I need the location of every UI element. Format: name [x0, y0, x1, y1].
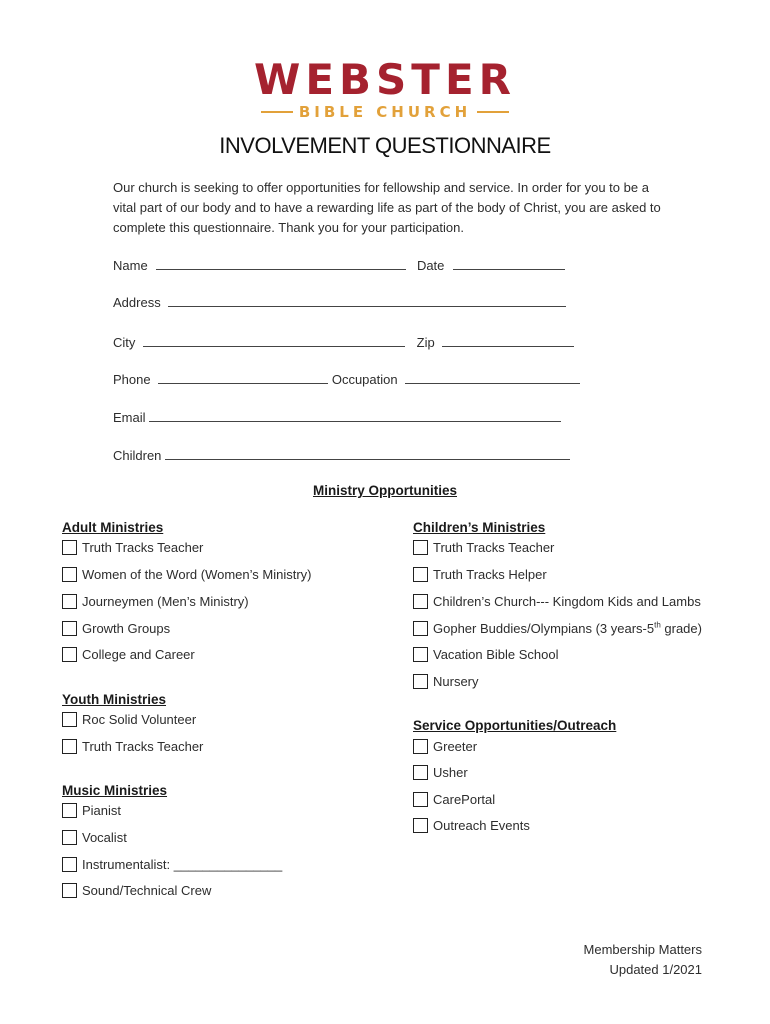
- option-label: Journeymen (Men’s Ministry): [82, 593, 249, 609]
- footer-line-2: Updated 1/2021: [609, 962, 702, 977]
- service-option-careportal[interactable]: [413, 789, 495, 809]
- logo-rule-left: [261, 111, 293, 113]
- childrens-option-vacation-bible-school[interactable]: [413, 644, 559, 664]
- checkbox[interactable]: [62, 594, 77, 609]
- childrens-option-childrens-church[interactable]: [413, 591, 701, 611]
- youth-ministries-heading: Youth Ministries: [62, 692, 167, 707]
- children-row: [113, 447, 570, 463]
- name-field[interactable]: [156, 257, 406, 270]
- email-field[interactable]: [149, 409, 561, 422]
- address-row: [113, 294, 566, 310]
- childrens-ministries-heading: Children’s Ministries: [413, 520, 546, 535]
- option-label: Truth Tracks Helper: [433, 566, 547, 582]
- option-label-tail: grade): [660, 620, 702, 636]
- option-label: Children’s Church--- Kingdom Kids and Lambs: [433, 593, 701, 609]
- church-logo: [0, 55, 770, 121]
- checkbox[interactable]: [62, 567, 77, 582]
- option-label: Nursery: [433, 673, 479, 689]
- option-label: Sound/Technical Crew: [82, 882, 212, 898]
- logo-main-text: WEBSTER: [254, 55, 516, 104]
- city-zip-row: [113, 334, 574, 350]
- checkbox[interactable]: [62, 830, 77, 845]
- checkbox[interactable]: [413, 540, 428, 555]
- superscript-th: th: [654, 620, 661, 630]
- option-label: Women of the Word (Women’s Ministry): [82, 566, 312, 582]
- city-label: City: [113, 335, 136, 350]
- logo-sub-row: [0, 103, 770, 121]
- page-title: INVOLVEMENT QUESTIONNAIRE: [219, 133, 551, 158]
- service-option-greeter[interactable]: [413, 736, 477, 756]
- service-opportunities-heading: Service Opportunities/Outreach: [413, 718, 617, 733]
- address-field[interactable]: [168, 294, 566, 307]
- option-label: Pianist: [82, 802, 122, 818]
- city-field[interactable]: [143, 334, 405, 347]
- option-label: College and Career: [82, 646, 195, 662]
- checkbox[interactable]: [413, 567, 428, 582]
- option-label-main: Gopher Buddies/Olympians (3 years-5: [433, 620, 655, 636]
- checkbox[interactable]: [413, 594, 428, 609]
- date-field[interactable]: [453, 257, 565, 270]
- music-option-instrumentalist[interactable]: [62, 854, 282, 874]
- date-label: Date: [416, 258, 445, 273]
- logo-sub-text: BIBLE CHURCH: [298, 103, 472, 121]
- adult-option-women-of-the-word[interactable]: [62, 564, 312, 584]
- option-label: Vocalist: [82, 829, 127, 845]
- music-option-sound-technical-crew[interactable]: [62, 880, 211, 900]
- option-label: CarePortal: [433, 791, 496, 807]
- childrens-option-gopher-buddies[interactable]: [413, 618, 702, 638]
- address-label: Address: [113, 295, 161, 310]
- checkbox[interactable]: [62, 739, 77, 754]
- occupation-field[interactable]: [405, 371, 580, 384]
- intro-paragraph: Our church is seeking to offer opportunities for fellowship and service. In order for you to be a vital part of our body and to have a rewarding life as part of the body of Christ, you are asked to complete this questionnaire. Thank you for your participation.: [113, 180, 661, 235]
- zip-label: Zip: [416, 335, 435, 350]
- checkbox[interactable]: [62, 621, 77, 636]
- children-field[interactable]: [165, 447, 570, 460]
- adult-ministries-heading: Adult Ministries: [62, 520, 164, 535]
- checkbox[interactable]: [413, 739, 428, 754]
- childrens-option-nursery[interactable]: [413, 671, 479, 691]
- checkbox[interactable]: [413, 647, 428, 662]
- checkbox[interactable]: [62, 883, 77, 898]
- checkbox[interactable]: [62, 647, 77, 662]
- name-label: Name: [113, 258, 148, 273]
- checkbox[interactable]: [413, 674, 428, 689]
- service-option-outreach-events[interactable]: [413, 815, 530, 835]
- checkbox[interactable]: [413, 765, 428, 780]
- checkbox[interactable]: [62, 712, 77, 727]
- ministry-opportunities-heading: Ministry Opportunities: [312, 483, 457, 498]
- option-label: [433, 621, 702, 636]
- music-option-vocalist[interactable]: [62, 827, 127, 847]
- zip-field[interactable]: [442, 334, 574, 347]
- adult-option-journeymen[interactable]: [62, 591, 249, 611]
- option-label: Instrumentalist: _______________: [82, 856, 283, 872]
- option-label: Truth Tracks Teacher: [82, 539, 204, 555]
- option-label: Growth Groups: [82, 620, 171, 636]
- option-label: Roc Solid Volunteer: [82, 711, 197, 727]
- phone-label: Phone: [113, 372, 151, 387]
- logo-rule-right: [477, 111, 509, 113]
- adult-option-college-and-career[interactable]: [62, 644, 195, 664]
- childrens-option-truth-tracks-teacher[interactable]: [413, 537, 554, 557]
- footer: [584, 940, 702, 980]
- option-label: Truth Tracks Teacher: [433, 539, 555, 555]
- name-date-row: [113, 257, 565, 273]
- checkbox[interactable]: [62, 540, 77, 555]
- occupation-label: Occupation: [331, 372, 398, 387]
- checkbox[interactable]: [62, 803, 77, 818]
- phone-occupation-row: [113, 371, 580, 387]
- phone-field[interactable]: [158, 371, 328, 384]
- youth-option-roc-solid-volunteer[interactable]: [62, 709, 196, 729]
- adult-option-truth-tracks-teacher[interactable]: [62, 537, 203, 557]
- adult-option-growth-groups[interactable]: [62, 618, 170, 638]
- checkbox[interactable]: [413, 621, 428, 636]
- service-option-usher[interactable]: [413, 762, 468, 782]
- email-label: Email: [113, 410, 146, 425]
- email-row: [113, 409, 561, 425]
- option-label: Greeter: [433, 738, 478, 754]
- checkbox[interactable]: [413, 818, 428, 833]
- checkbox[interactable]: [413, 792, 428, 807]
- option-label: Outreach Events: [433, 817, 530, 833]
- children-label: Children: [113, 448, 162, 463]
- footer-line-1: Membership Matters: [583, 942, 702, 957]
- childrens-option-truth-tracks-helper[interactable]: [413, 564, 547, 584]
- music-option-pianist[interactable]: [62, 800, 121, 820]
- option-label: Truth Tracks Teacher: [82, 738, 204, 754]
- music-ministries-heading: Music Ministries: [62, 783, 168, 798]
- checkbox[interactable]: [62, 857, 77, 872]
- option-label: Usher: [433, 764, 468, 780]
- option-label: Vacation Bible School: [433, 646, 559, 662]
- youth-option-truth-tracks-teacher[interactable]: [62, 736, 203, 756]
